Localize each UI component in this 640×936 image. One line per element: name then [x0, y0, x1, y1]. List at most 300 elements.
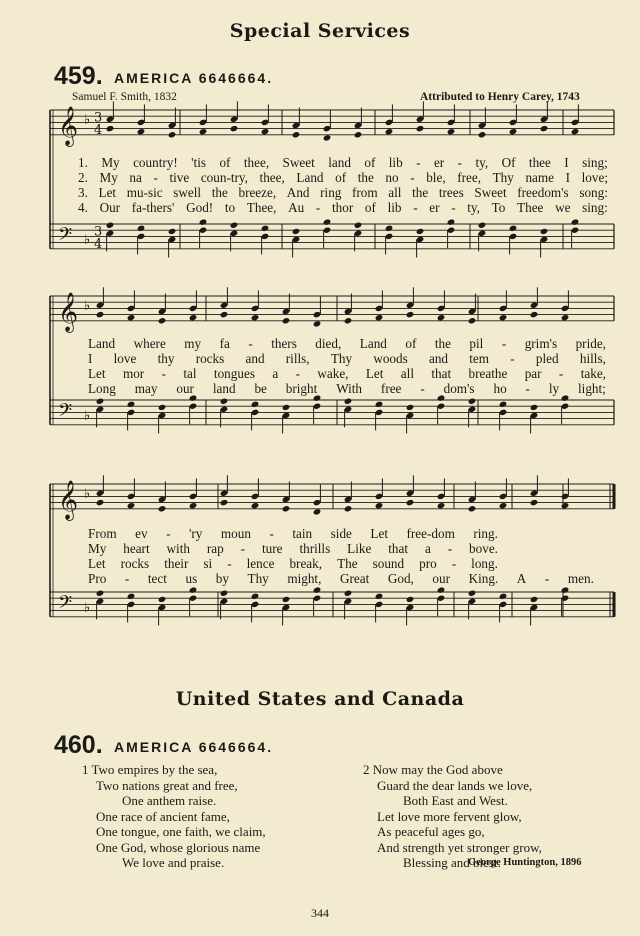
note-head: [530, 499, 539, 506]
lyric-syllable: of: [335, 170, 347, 185]
lyric-syllable: ev: [135, 526, 148, 541]
lyric-syllable: men.: [567, 571, 594, 586]
lyric-syllable: of: [364, 155, 376, 170]
lyric-syllable: Thy: [492, 170, 514, 185]
page-number: 344: [311, 906, 329, 920]
lyric-syllable: lence: [246, 556, 275, 571]
lyric-syllable: Sweet: [282, 155, 315, 170]
lyric-syllable: thrills: [299, 541, 331, 556]
stanza-line: Blessing and blest.: [403, 855, 501, 870]
note-head: [251, 502, 260, 509]
note-head: [375, 314, 384, 321]
lyric-syllable: side: [330, 526, 352, 541]
note-head: [251, 401, 260, 408]
stanza-line: And strength yet stronger grow,: [377, 839, 542, 855]
lyric-syllable: died,: [315, 336, 342, 351]
note-head: [468, 590, 477, 597]
lyric-syllable: tive: [169, 170, 190, 185]
stanza-line: Both East and West.: [403, 793, 508, 808]
lyric-syllable: rocks: [195, 351, 225, 366]
lyric-syllable: ble,: [426, 170, 446, 185]
note-head: [313, 320, 322, 327]
lyric-syllable: Thy: [247, 571, 269, 586]
lyric-syllable: of: [364, 200, 376, 215]
lyric-syllable: Long: [88, 381, 116, 396]
section-title-special-services: Special Services: [229, 20, 411, 42]
lyric-syllable: their: [164, 556, 189, 571]
lyric-syllable: -: [525, 381, 530, 396]
lyric-syllable: ring.: [473, 526, 498, 541]
lyric-syllable: -: [447, 541, 453, 556]
lyric-syllable: 3.: [78, 185, 88, 200]
lyric-syllable: I: [564, 155, 569, 170]
note-head: [127, 401, 136, 408]
note-head: [158, 596, 167, 603]
lyric-syllable: My: [101, 155, 120, 170]
lyric-syllable: 1.: [78, 155, 88, 170]
note-head: [230, 222, 239, 229]
lyric-syllable: to: [224, 200, 236, 215]
lyric-syllable: tain: [292, 526, 313, 541]
stanza-line: One race of ancient fame,: [96, 808, 230, 824]
lyric-syllable: grim's: [524, 336, 558, 351]
clef-glyph: 3: [94, 224, 103, 240]
note-head: [168, 228, 177, 235]
lyric-syllable: where: [133, 336, 166, 351]
lyric-syllable: rap: [206, 541, 224, 556]
clef-glyph: 4: [94, 122, 103, 138]
lyric-syllable: Let: [88, 366, 106, 381]
note-head: [199, 218, 208, 225]
clef-glyph: ♭: [84, 112, 91, 128]
clef-glyph: ♭: [84, 232, 91, 248]
note-head: [499, 593, 508, 600]
hymn-459-author: Samuel F. Smith, 1832: [72, 91, 177, 103]
lyrics-system2-line3: [88, 366, 606, 382]
lyrics-system1-line2: [78, 170, 608, 186]
lyric-syllable: land: [328, 155, 351, 170]
lyric-syllable: Land: [88, 336, 116, 351]
note-head: [478, 131, 487, 138]
stanza-line: One anthem raise.: [122, 793, 217, 808]
lyric-syllable: er: [429, 200, 440, 215]
lyric-syllable: thy: [157, 351, 175, 366]
note-head: [137, 225, 146, 232]
note-head: [189, 586, 198, 593]
lyric-syllable: pled: [535, 351, 559, 366]
lyric-syllable: I: [565, 170, 571, 185]
lyric-syllable: tem: [469, 351, 490, 366]
lyric-syllable: King.: [468, 571, 499, 586]
lyric-syllable: the: [357, 170, 374, 185]
note-head: [313, 508, 322, 515]
lyric-syllable: Land: [296, 170, 324, 185]
lyric-syllable: from: [352, 185, 378, 200]
lyric-syllable: our: [432, 571, 450, 586]
note-head: [540, 228, 549, 235]
lyric-syllable: our: [176, 381, 194, 396]
lyric-syllable: ring: [320, 185, 342, 200]
clef-glyph: 4: [94, 236, 103, 252]
clef-glyph: ♭: [84, 298, 91, 314]
lyric-syllable: might,: [287, 571, 322, 586]
lyric-syllable: take,: [580, 366, 606, 381]
lyrics-system2-line2: [88, 351, 606, 367]
note-head: [96, 398, 105, 405]
lyric-syllable: moun: [220, 526, 251, 541]
hymn-460-author: George Huntington, 1896: [468, 857, 582, 868]
note-head: [468, 398, 477, 405]
lyrics-system3-line2: [88, 541, 498, 557]
section-title-united-states-canada: United States and Canada: [175, 688, 465, 710]
lyric-syllable: coun-try,: [200, 170, 248, 185]
lyric-syllable: we: [555, 200, 571, 215]
stanza-line: Guard the dear lands we love,: [377, 777, 533, 793]
lyric-syllable: thee,: [259, 170, 285, 185]
lyric-syllable: Thee: [517, 200, 544, 215]
lyric-syllable: To: [491, 200, 506, 215]
note-head: [385, 128, 394, 135]
note-head: [571, 128, 580, 135]
note-head: [282, 404, 291, 411]
clef-glyph: 𝄞: [58, 479, 79, 520]
stanza-line: Let love more fervent glow,: [377, 808, 522, 824]
lyric-syllable: the: [434, 336, 451, 351]
lyric-syllable: -: [501, 336, 507, 351]
stanza-line: We love and praise.: [122, 855, 225, 870]
clef-glyph: 𝄢: [58, 592, 73, 618]
note-head: [354, 222, 363, 229]
note-head: [561, 586, 570, 593]
lyric-syllable: From: [88, 526, 117, 541]
lyric-syllable: love;: [581, 170, 608, 185]
clef-glyph: 𝄞: [58, 105, 79, 146]
lyric-syllable: bove.: [469, 541, 498, 556]
lyric-syllable: that: [388, 541, 409, 556]
lyric-syllable: -: [269, 526, 274, 541]
lyric-syllable: -: [248, 336, 253, 351]
lyric-syllable: us: [185, 571, 198, 586]
lyric-syllable: breeze,: [238, 185, 277, 200]
lyric-syllable: may: [134, 381, 158, 396]
note-head: [282, 317, 291, 324]
lyric-syllable: bright: [285, 381, 318, 396]
note-head: [437, 502, 446, 509]
lyric-syllable: and: [428, 351, 449, 366]
lyric-syllable: land: [212, 381, 236, 396]
lyric-syllable: rocks: [120, 556, 150, 571]
lyric-syllable: name: [525, 170, 555, 185]
note-head: [127, 314, 136, 321]
clef-glyph: ♭: [84, 600, 91, 616]
note-head: [230, 125, 239, 132]
note-head: [416, 125, 425, 132]
lyric-syllable: sing;: [582, 155, 608, 170]
lyric-syllable: 4.: [78, 200, 88, 215]
note-head: [571, 218, 580, 225]
lyric-syllable: break,: [289, 556, 323, 571]
lyric-syllable: The: [337, 556, 358, 571]
lyric-syllable: free: [380, 381, 402, 396]
note-head: [406, 596, 415, 603]
lyric-syllable: pro: [419, 556, 437, 571]
note-head: [406, 499, 415, 506]
lyric-syllable: -: [413, 200, 418, 215]
lyric-syllable: Land: [359, 336, 387, 351]
lyric-syllable: My: [99, 170, 118, 185]
lyric-syllable: freedom's: [517, 185, 569, 200]
lyric-syllable: swell: [173, 185, 202, 200]
note-head: [468, 505, 477, 512]
lyrics-system2-line4: [88, 381, 606, 397]
lyric-syllable: lib: [387, 200, 402, 215]
lyrics-system2-line1: [88, 336, 606, 352]
lyric-syllable: -: [558, 366, 564, 381]
note-head: [96, 499, 105, 506]
note-head: [509, 225, 518, 232]
note-head: [406, 404, 415, 411]
lyric-syllable: Great: [339, 571, 370, 586]
note-head: [540, 125, 549, 132]
note-head: [499, 401, 508, 408]
note-head: [158, 317, 167, 324]
lyric-syllable: by: [215, 571, 229, 586]
lyric-syllable: hills,: [579, 351, 606, 366]
lyric-syllable: Let: [98, 185, 117, 200]
lyric-syllable: mu-sic: [126, 185, 163, 200]
clef-glyph: 𝄞: [58, 291, 79, 332]
note-head: [282, 505, 291, 512]
lyric-syllable: -: [124, 571, 130, 586]
lyric-syllable: thor: [332, 200, 354, 215]
lyric-syllable: Let: [370, 526, 388, 541]
lyric-syllable: -: [544, 571, 550, 586]
lyric-syllable: of: [219, 155, 231, 170]
note-head: [530, 311, 539, 318]
note-head: [344, 505, 353, 512]
lyric-syllable: si: [203, 556, 213, 571]
lyric-syllable: pride,: [575, 336, 606, 351]
lyric-syllable: that: [431, 366, 452, 381]
lyric-syllable: pil: [469, 336, 484, 351]
lyric-syllable: lib: [388, 155, 403, 170]
lyric-syllable: -: [416, 155, 421, 170]
note-head: [158, 505, 167, 512]
lyric-syllable: -: [315, 200, 321, 215]
lyric-syllable: -: [410, 170, 415, 185]
clef-glyph: 3: [94, 110, 103, 126]
lyric-syllable: -: [451, 200, 456, 215]
lyric-syllable: par: [524, 366, 542, 381]
lyric-syllable: God,: [387, 571, 414, 586]
lyric-syllable: -: [510, 351, 515, 366]
lyric-syllable: thee,: [243, 155, 270, 170]
lyric-syllable: the: [211, 185, 228, 200]
lyric-syllable: a: [272, 366, 279, 381]
note-head: [561, 502, 570, 509]
note-head: [375, 401, 384, 408]
lyric-syllable: And: [286, 185, 310, 200]
stanza-line: 2 Now may the God above: [363, 762, 503, 777]
lyric-syllable: thee: [528, 155, 551, 170]
lyric-syllable: all: [400, 366, 414, 381]
lyrics-system1-line1: [78, 155, 608, 171]
note-head: [375, 593, 384, 600]
lyrics-system1-line4: [78, 200, 608, 216]
lyric-syllable: ly: [548, 381, 560, 396]
lyric-syllable: -: [420, 381, 425, 396]
stanza-line: One God, whose glorious name: [96, 839, 261, 855]
lyric-syllable: Pro: [88, 571, 107, 586]
lyrics-system3-line1: [88, 526, 498, 542]
lyric-syllable: -: [451, 556, 457, 571]
lyric-syllable: fa-thers': [131, 200, 175, 215]
lyric-syllable: thers: [271, 336, 297, 351]
lyric-syllable: trees: [438, 185, 464, 200]
lyric-syllable: With: [336, 381, 363, 396]
note-head: [251, 314, 260, 321]
note-head: [344, 398, 353, 405]
lyric-syllable: ty,: [467, 200, 480, 215]
lyric-syllable: free-dom: [406, 526, 455, 541]
stanza-line: 1 Two empires by the sea,: [82, 762, 218, 777]
note-head: [106, 222, 115, 229]
note-head: [437, 314, 446, 321]
note-head: [530, 404, 539, 411]
lyrics-system3-line3: [88, 556, 498, 572]
hymn-460-number: 460.: [54, 731, 103, 759]
hymn-459-composer: Attributed to Henry Carey, 1743: [420, 91, 580, 103]
note-head: [158, 404, 167, 411]
lyric-syllable: all: [388, 185, 402, 200]
lyric-syllable: Thee,: [246, 200, 277, 215]
lyric-syllable: ty,: [475, 155, 489, 170]
note-head: [437, 586, 446, 593]
note-head: [344, 317, 353, 324]
note-head: [499, 314, 508, 321]
lyric-syllable: God!: [186, 200, 214, 215]
lyric-syllable: a: [424, 541, 431, 556]
note-head: [96, 590, 105, 597]
note-head: [447, 128, 456, 135]
lyrics-system3-line4: [88, 571, 594, 587]
lyric-syllable: country!: [133, 155, 178, 170]
note-head: [251, 593, 260, 600]
note-head: [561, 314, 570, 321]
note-head: [189, 314, 198, 321]
lyric-syllable: tect: [147, 571, 167, 586]
lyric-syllable: and: [245, 351, 265, 366]
note-head: [478, 222, 487, 229]
lyric-syllable: my: [184, 336, 202, 351]
clef-glyph: 𝄢: [58, 224, 73, 250]
lyric-syllable: no: [385, 170, 399, 185]
note-head: [292, 131, 301, 138]
hymn-460-stanza-2: [363, 762, 542, 871]
lyric-syllable: Let: [365, 366, 384, 381]
note-head: [375, 502, 384, 509]
lyric-syllable: Sweet: [474, 185, 507, 200]
lyric-syllable: -: [153, 170, 158, 185]
lyric-syllable: breathe: [468, 366, 508, 381]
lyric-syllable: love: [113, 351, 137, 366]
note-head: [447, 218, 456, 225]
note-head: [127, 593, 136, 600]
lyric-syllable: sing:: [582, 200, 608, 215]
note-head: [468, 317, 477, 324]
lyric-syllable: Of: [501, 155, 516, 170]
note-head: [220, 398, 229, 405]
lyric-syllable: My: [88, 541, 107, 556]
lyric-syllable: -: [240, 541, 246, 556]
lyric-syllable: woods: [373, 351, 408, 366]
lyric-syllable: er: [433, 155, 445, 170]
note-head: [406, 311, 415, 318]
lyric-syllable: A: [516, 571, 527, 586]
note-head: [282, 596, 291, 603]
note-head: [220, 590, 229, 597]
note-head: [220, 499, 229, 506]
note-head: [137, 128, 146, 135]
lyric-syllable: Au: [288, 200, 305, 215]
note-head: [509, 128, 518, 135]
lyric-syllable: -: [457, 155, 463, 170]
lyric-syllable: -: [166, 526, 171, 541]
lyric-syllable: -: [295, 366, 300, 381]
lyric-syllable: with: [166, 541, 190, 556]
hymn-460-stanza-1: [82, 762, 266, 871]
hymn-459-number: 459.: [54, 62, 103, 90]
note-head: [261, 225, 270, 232]
hymn-460-tune: AMERICA 6646664.: [114, 739, 274, 755]
lyric-syllable: Let: [88, 556, 106, 571]
lyric-syllable: 'tis: [191, 155, 207, 170]
note-head: [344, 590, 353, 597]
clef-glyph: 𝄢: [58, 400, 73, 426]
lyric-syllable: wake,: [317, 366, 349, 381]
stanza-line: As peaceful ages go,: [377, 824, 485, 839]
lyric-syllable: free,: [457, 170, 482, 185]
note-head: [323, 218, 332, 225]
lyric-syllable: be: [254, 381, 267, 396]
note-head: [313, 586, 322, 593]
clef-glyph: ♭: [84, 408, 91, 424]
note-head: [530, 596, 539, 603]
lyrics-system1-line3: [78, 185, 608, 201]
note-head: [96, 311, 105, 318]
lyric-syllable: ho: [493, 381, 507, 396]
lyric-syllable: 'ry: [188, 526, 203, 541]
lyric-syllable: tongues: [213, 366, 255, 381]
lyric-syllable: Thy: [330, 351, 353, 366]
note-head: [416, 228, 425, 235]
stanza-line: One tongue, one faith, we claim,: [96, 824, 266, 839]
stanza-line: Two nations great and free,: [96, 777, 238, 793]
note-head: [292, 228, 301, 235]
lyric-syllable: song:: [579, 185, 608, 200]
lyric-syllable: of: [405, 336, 417, 351]
hymn-459-tune: AMERICA 6646664.: [114, 70, 274, 86]
lyric-syllable: sound: [372, 556, 405, 571]
lyric-syllable: mor: [122, 366, 145, 381]
clef-glyph: ♭: [84, 486, 91, 502]
note-head: [106, 125, 115, 132]
lyric-syllable: I: [88, 351, 93, 366]
note-head: [199, 128, 208, 135]
lyric-syllable: -: [227, 556, 232, 571]
note-head: [323, 134, 332, 141]
lyric-syllable: -: [161, 366, 166, 381]
